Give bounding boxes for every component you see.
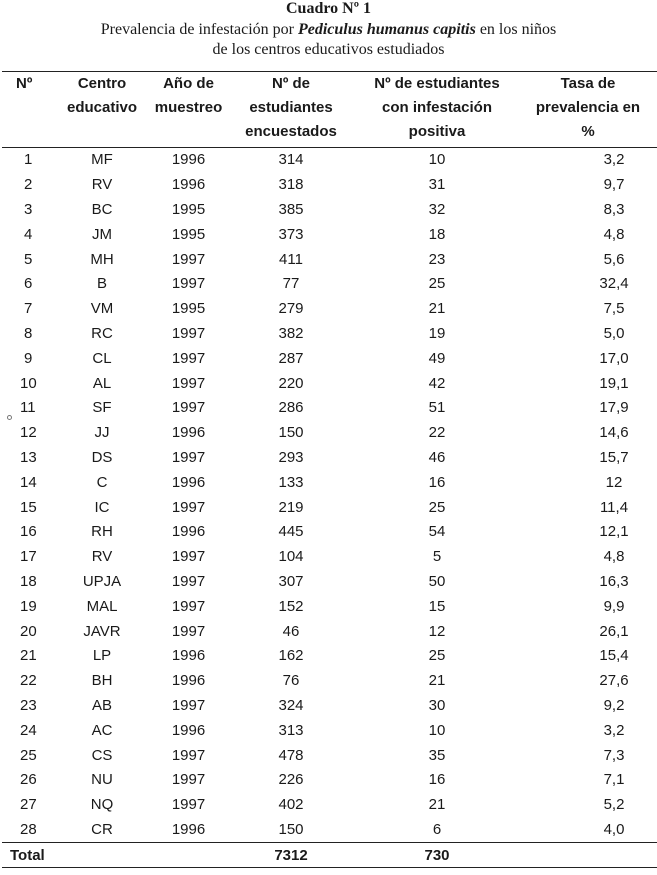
- row-number: 15: [20, 498, 37, 516]
- sampling-year: 1997: [171, 572, 206, 590]
- header-year-line: Año de: [163, 75, 214, 92]
- positive-students: 25: [428, 498, 446, 516]
- row-number: 8: [24, 324, 33, 342]
- header-rate-line: %: [581, 123, 595, 140]
- sampling-year: 1996: [171, 820, 206, 838]
- table-row: [2, 371, 657, 396]
- row-number: 21: [20, 647, 37, 665]
- row-number: 6: [24, 275, 33, 293]
- prevalence-rate: 4,8: [603, 225, 625, 243]
- prevalence-rate: 17,9: [599, 399, 629, 417]
- students-surveyed: 226: [278, 771, 304, 789]
- table-body: [2, 148, 657, 843]
- sampling-year: 1997: [171, 399, 206, 417]
- header-rate-line: prevalencia en: [535, 99, 641, 116]
- prevalence-rate: 12: [605, 473, 623, 491]
- center-code: MF: [91, 151, 113, 169]
- header-surveyed: [227, 72, 355, 148]
- table-row: [2, 594, 657, 619]
- positive-students: 12: [428, 622, 446, 640]
- positive-students: 10: [428, 721, 446, 739]
- prevalence-rate: 27,6: [599, 672, 629, 690]
- center-code: UPJA: [82, 572, 122, 590]
- total-label: Total: [2, 843, 54, 868]
- center-code: VM: [90, 300, 114, 318]
- prevalence-rate: 14,6: [599, 424, 629, 442]
- students-surveyed: 318: [278, 176, 304, 194]
- prevalence-rate: 15,7: [599, 448, 629, 466]
- row-number: 4: [24, 225, 33, 243]
- header-positive-line: positiva: [408, 123, 466, 140]
- students-surveyed: 162: [278, 647, 304, 665]
- sampling-year: 1997: [171, 597, 206, 615]
- center-code: RV: [91, 548, 113, 566]
- table-row: [2, 545, 657, 570]
- students-surveyed: 220: [278, 374, 304, 392]
- sampling-year: 1997: [171, 250, 206, 268]
- prevalence-rate: 11,4: [599, 498, 629, 516]
- sampling-year: 1996: [171, 151, 206, 169]
- positive-students: 21: [428, 672, 446, 690]
- row-number: 7: [24, 300, 33, 318]
- students-surveyed: 152: [278, 597, 304, 615]
- prevalence-rate: 8,3: [603, 200, 625, 218]
- center-code: BC: [91, 200, 113, 218]
- sampling-year: 1997: [171, 448, 206, 466]
- table-row: [2, 470, 657, 495]
- sampling-year: 1997: [171, 374, 206, 392]
- sampling-year: 1995: [171, 225, 206, 243]
- table-row: [2, 346, 657, 371]
- prevalence-rate: 12,1: [599, 523, 629, 541]
- center-code: BH: [91, 672, 113, 690]
- positive-students: 32: [428, 200, 446, 218]
- table-row: [2, 222, 657, 247]
- table-row: [2, 198, 657, 223]
- table-row: [2, 297, 657, 322]
- positive-students: 31: [428, 176, 446, 194]
- positive-students: 25: [428, 647, 446, 665]
- total-empty-cell: [54, 843, 150, 868]
- prevalence-rate: 4,8: [603, 548, 625, 566]
- row-number: 9: [24, 349, 33, 367]
- table-row: [2, 718, 657, 743]
- table-row: [2, 818, 657, 843]
- positive-students: 18: [428, 225, 446, 243]
- positive-students: 49: [428, 349, 446, 367]
- row-number: 19: [20, 597, 37, 615]
- header-rate-line: Tasa de: [560, 75, 616, 92]
- row-number: 14: [20, 473, 37, 491]
- header-number: Nº: [2, 72, 54, 148]
- sampling-year: 1996: [171, 424, 206, 442]
- students-surveyed: 402: [278, 796, 304, 814]
- prevalence-rate: 32,4: [599, 275, 629, 293]
- students-surveyed: 219: [278, 498, 304, 516]
- positive-students: 21: [428, 796, 446, 814]
- students-surveyed: 382: [278, 324, 304, 342]
- positive-students: 6: [432, 820, 442, 838]
- row-number: 10: [20, 374, 37, 392]
- prevalence-rate: 4,0: [603, 820, 625, 838]
- students-surveyed: 104: [278, 548, 304, 566]
- header-year-line: muestreo: [154, 99, 223, 116]
- prevalence-rate: 9,2: [603, 696, 625, 714]
- positive-students: 16: [428, 771, 446, 789]
- row-number: 13: [20, 448, 37, 466]
- header-center: [54, 72, 150, 148]
- center-code: CR: [91, 820, 113, 838]
- center-code: RH: [91, 523, 113, 541]
- positive-students: 50: [428, 572, 446, 590]
- prevalence-rate: 3,2: [603, 151, 625, 169]
- center-code: RV: [91, 176, 113, 194]
- header-center-line: Centro: [77, 75, 127, 92]
- positive-students: 22: [428, 424, 446, 442]
- total-empty-cell: [519, 843, 657, 868]
- students-surveyed: 324: [278, 696, 304, 714]
- header-row: [2, 72, 657, 148]
- prevalence-rate: 26,1: [599, 622, 629, 640]
- prevalence-rate: 19,1: [599, 374, 629, 392]
- header-positive-line: con infestación: [381, 99, 493, 116]
- positive-students: 35: [428, 746, 446, 764]
- students-surveyed: 150: [278, 820, 304, 838]
- sampling-year: 1995: [171, 300, 206, 318]
- table-row: [2, 446, 657, 471]
- sampling-year: 1995: [171, 200, 206, 218]
- table-row: [2, 520, 657, 545]
- center-code: MH: [90, 250, 114, 268]
- sampling-year: 1997: [171, 548, 206, 566]
- total-positive: 730: [355, 843, 519, 868]
- sampling-year: 1997: [171, 622, 206, 640]
- students-surveyed: 385: [278, 200, 304, 218]
- sampling-year: 1997: [171, 498, 206, 516]
- prevalence-rate: 5,6: [603, 250, 625, 268]
- row-number: 22: [20, 672, 37, 690]
- row-number: 28: [20, 820, 37, 838]
- students-surveyed: 46: [282, 622, 300, 640]
- center-code: SF: [92, 399, 112, 417]
- header-surveyed-line: Nº de: [272, 75, 310, 92]
- center-code: JJ: [94, 424, 110, 442]
- prevalence-rate: 9,9: [603, 597, 625, 615]
- sampling-year: 1997: [171, 771, 206, 789]
- prevalence-table: [2, 71, 657, 868]
- row-number: 24: [20, 721, 37, 739]
- table-row: [2, 495, 657, 520]
- header-center-line: educativo: [66, 99, 138, 116]
- header-surveyed-line: estudiantes: [249, 99, 333, 116]
- positive-students: 10: [428, 151, 446, 169]
- center-code: MAL: [86, 597, 118, 615]
- positive-students: 15: [428, 597, 446, 615]
- sampling-year: 1997: [171, 324, 206, 342]
- positive-students: 5: [432, 548, 442, 566]
- students-surveyed: 478: [278, 746, 304, 764]
- students-surveyed: 411: [279, 250, 303, 268]
- sampling-year: 1997: [171, 696, 206, 714]
- header-year: [150, 72, 227, 148]
- table-row: [2, 148, 657, 173]
- row-number: 23: [20, 696, 37, 714]
- students-surveyed: 445: [278, 523, 304, 541]
- center-code: CS: [91, 746, 113, 764]
- row-number: 12: [20, 424, 37, 442]
- positive-students: 42: [428, 374, 446, 392]
- prevalence-rate: 16,3: [599, 572, 629, 590]
- row-number: 27: [20, 796, 37, 814]
- students-surveyed: 286: [278, 399, 304, 417]
- table-row: [2, 619, 657, 644]
- prevalence-rate: 7,1: [603, 771, 625, 789]
- prevalence-rate: 15,4: [599, 647, 629, 665]
- row-number: 26: [20, 771, 37, 789]
- students-surveyed: 287: [278, 349, 304, 367]
- sampling-year: 1996: [171, 721, 206, 739]
- center-code: NU: [91, 771, 113, 789]
- caption-text-post: en los niños: [475, 21, 557, 38]
- table-row: [2, 322, 657, 347]
- row-number: 18: [20, 572, 37, 590]
- table-caption-line2: de los centros educativos estudiados: [212, 41, 445, 58]
- prevalence-rate: 5,2: [603, 796, 625, 814]
- students-surveyed: 279: [278, 300, 304, 318]
- table-row: [2, 247, 657, 272]
- center-code: DS: [91, 448, 113, 466]
- table-row: [2, 396, 657, 421]
- table-row: [2, 669, 657, 694]
- sampling-year: 1997: [171, 275, 206, 293]
- center-code: CL: [92, 349, 112, 367]
- positive-students: 51: [428, 399, 446, 417]
- row-number: 11: [20, 399, 36, 417]
- table-row: [2, 743, 657, 768]
- caption-text-pre: Prevalencia de infestación por: [100, 21, 298, 38]
- students-surveyed: 314: [278, 151, 304, 169]
- table-row: [2, 272, 657, 297]
- sampling-year: 1996: [171, 647, 206, 665]
- table-footer: [2, 843, 657, 868]
- row-number: 2: [24, 176, 33, 194]
- center-code: AB: [91, 696, 112, 714]
- center-code: B: [96, 275, 107, 293]
- total-empty-cell: [150, 843, 227, 868]
- center-code: AC: [91, 721, 113, 739]
- sampling-year: 1997: [171, 349, 206, 367]
- header-surveyed-line: encuestados: [245, 123, 337, 140]
- center-code: LP: [92, 647, 112, 665]
- sampling-year: 1996: [171, 176, 206, 194]
- center-code: JM: [92, 225, 112, 243]
- table-row: [2, 644, 657, 669]
- header-rate: [519, 72, 657, 148]
- positive-students: 19: [428, 324, 446, 342]
- students-surveyed: 293: [278, 448, 304, 466]
- positive-students: 46: [428, 448, 446, 466]
- positive-students: 25: [428, 275, 446, 293]
- total-surveyed: 7312: [227, 843, 355, 868]
- prevalence-rate: 7,5: [603, 300, 625, 318]
- table-row: [2, 694, 657, 719]
- prevalence-rate: 5,0: [603, 324, 625, 342]
- students-surveyed: 77: [282, 275, 300, 293]
- row-number: 16: [20, 523, 37, 541]
- center-code: AL: [92, 374, 112, 392]
- prevalence-rate: 3,2: [603, 721, 625, 739]
- students-surveyed: 133: [278, 473, 304, 491]
- sampling-year: 1997: [171, 746, 206, 764]
- center-code: JAVR: [83, 622, 121, 640]
- table-caption-title: Cuadro Nº 1: [286, 0, 371, 17]
- prevalence-rate: 17,0: [599, 349, 629, 367]
- table-row: [2, 173, 657, 198]
- header-positive-line: Nº de estudiantes: [374, 75, 500, 92]
- students-surveyed: 150: [278, 424, 304, 442]
- row-number: 3: [24, 200, 33, 218]
- table-row: [2, 570, 657, 595]
- positive-students: 30: [428, 696, 446, 714]
- total-row: [2, 843, 657, 868]
- table-header: [2, 72, 657, 148]
- center-code: C: [96, 473, 108, 491]
- row-number: 25: [20, 746, 37, 764]
- row-number: 20: [20, 622, 37, 640]
- table-row: [2, 421, 657, 446]
- table-row: [2, 793, 657, 818]
- row-number: 1: [24, 151, 33, 169]
- positive-students: 21: [428, 300, 446, 318]
- prevalence-rate: 7,3: [603, 746, 625, 764]
- table-caption-line1: [0, 21, 657, 39]
- center-code: NQ: [90, 796, 114, 814]
- species-name: Pediculus humanus capitis: [297, 21, 476, 38]
- prevalence-rate: 9,7: [603, 176, 625, 194]
- header-positive: [355, 72, 519, 148]
- positive-students: 54: [428, 523, 446, 541]
- sampling-year: 1996: [171, 672, 206, 690]
- students-surveyed: 313: [278, 721, 304, 739]
- center-code: RC: [91, 324, 113, 342]
- students-surveyed: 76: [282, 672, 300, 690]
- sampling-year: 1996: [171, 523, 206, 541]
- center-code: IC: [94, 498, 110, 516]
- students-surveyed: 307: [278, 572, 304, 590]
- sampling-year: 1996: [171, 473, 206, 491]
- sampling-year: 1997: [171, 796, 206, 814]
- row-number: 5: [24, 250, 33, 268]
- positive-students: 16: [428, 473, 446, 491]
- students-surveyed: 373: [278, 225, 304, 243]
- row-number: 17: [20, 548, 37, 566]
- table-row: [2, 768, 657, 793]
- positive-students: 23: [428, 250, 446, 268]
